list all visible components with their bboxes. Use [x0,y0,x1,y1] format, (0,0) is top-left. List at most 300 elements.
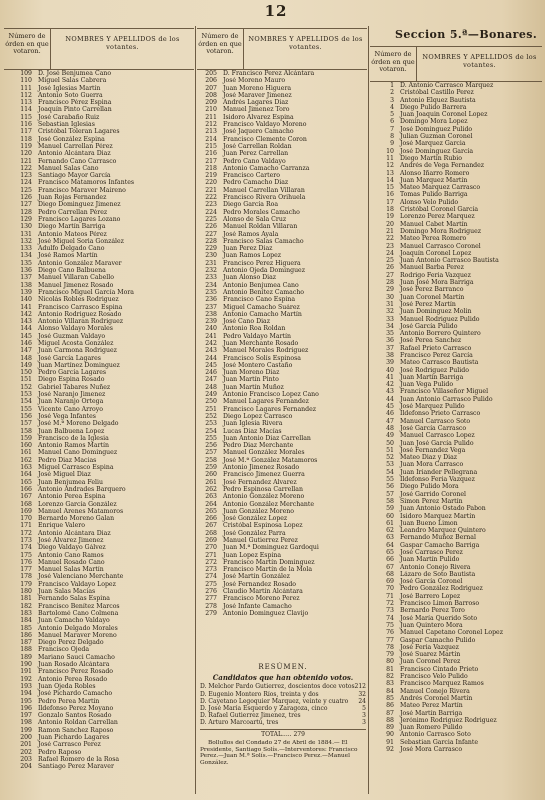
voter-row [370,534,542,541]
voter-name: Antonio Mateos Pérez [38,230,107,238]
voter-row [4,749,194,756]
voter-number: 205 [205,70,217,77]
voter-row [370,352,542,359]
voter-name: Juan González Moreno [223,507,294,515]
voter-number: 113 [20,99,32,107]
header-names: NOMBRES Y APELLIDOS de los votantes. [65,35,180,51]
voter-number: 88 [386,716,394,724]
voter-row [370,184,542,191]
voter-number: 114 [20,106,32,114]
voter-number: 252 [205,412,217,420]
voter-name: Miguel Camacho Suárez [223,303,300,311]
voter-number: 226 [205,223,217,231]
voter-row [197,376,367,383]
voter-row [370,367,542,374]
voter-row [197,362,367,369]
voter-row [197,595,367,602]
voter-name: Santiago Perez Maraver [38,763,114,771]
total-value: 279 [293,730,305,738]
voter-number: 263 [205,493,217,501]
voter-number: 4 [390,103,394,111]
voter-name: Vicente Cano Arroyo [38,405,103,413]
voter-row [370,746,542,753]
voter-name: José García Coronel [400,578,463,586]
voter-number: 90 [386,731,394,739]
voter-name: Antonio Dominguez Clavijo [223,609,309,617]
voter-name: Manuel Carrellan Villaran [223,186,305,194]
voter-number: 279 [205,609,217,617]
voter-row [4,128,194,135]
voter-number: 145 [20,332,32,340]
voter-name: Juan Pichardo Lagares [38,734,110,742]
voter-name: Francisco Matamoros Infantes [38,179,135,187]
voter-row [370,432,542,439]
voter-name: Antonio Camacho Martín [223,310,302,318]
voter-row [370,111,542,118]
voter-row [4,581,194,588]
voter-number: 23 [386,242,394,250]
voter-row [370,301,542,308]
voter-name: Gabriel Tabares Nuñez [38,383,111,391]
voter-number: 267 [205,522,217,530]
voter-number: 237 [205,303,217,311]
candidate-name: D. Rafael Gutierrez Jimenez, tres [200,712,301,720]
voter-name: Manuel Rosado Cano [38,558,105,566]
voter-row [197,194,367,201]
voter-number: 202 [20,748,32,756]
voter-row [197,530,367,537]
voter-row [370,593,542,600]
voter-number: 218 [205,164,217,172]
voter-number: 12 [386,162,394,170]
voter-name: Juan Martínez Dominguez [38,361,120,369]
voter-number: 136 [20,267,32,275]
voter-row [370,542,542,549]
voter-number: 84 [386,687,394,695]
header-names: NOMBRES Y APELLIDOS de los votantes. [422,53,537,69]
voter-name: Antonio Francisco Lopez Cano [223,391,319,399]
voter-number: 250 [205,398,217,406]
voter-number: 92 [386,746,394,754]
voter-name: José Carrasco Perez [38,741,101,749]
voter-row [370,644,542,651]
voter-number: 21 [386,227,394,235]
voter-name: Francisco Martín de la Mola [223,566,313,574]
voter-row [4,566,194,573]
voter-name: Lázaro de Soto Bautista [400,570,476,578]
voter-name: Gonzalo Santos Rosado [38,712,112,720]
voter-name: Miguel Acosta González [38,339,114,347]
voter-name: Isidoro Marquez Martín [400,512,476,520]
voter-row [4,661,194,668]
voter-name: Antonio Ojeda Dominguez [223,267,305,275]
voter-name: José M.ª González Matamoros [223,456,318,464]
voter-number: 221 [205,186,217,194]
voter-number: 37 [386,344,394,352]
voter-row [197,479,367,486]
voter-number: 24 [386,249,394,257]
voter-number: 261 [205,478,217,486]
voter-number: 138 [20,281,32,289]
voter-row [4,231,194,238]
voter-number: 217 [205,157,217,165]
candidate-result [200,698,366,705]
voter-name: Francisco Cano Espina [223,296,296,304]
voter-name: José García Lagares [38,354,101,362]
voter-name: Antonio Camacho Carranza [223,164,310,172]
voter-row [370,651,542,658]
voter-row [370,162,542,169]
voter-name: Juan Quintero Mora [400,621,463,629]
voter-row [370,461,542,468]
voter-number: 246 [205,369,217,377]
voter-name: José Ramos Ayala [223,230,279,238]
voter-name: Julian Guzman Coronel [400,133,473,141]
voter-number: 262 [205,485,217,493]
voter-row [4,727,194,734]
voter-row [370,82,542,89]
voter-row [4,741,194,748]
voter-number: 87 [386,709,394,717]
voter-number: 240 [205,325,217,333]
voter-number: 111 [20,84,32,92]
voter-name: Manuel Salas Martín [38,566,104,574]
voter-name: Manuel Rodriguez Pulido [400,315,480,323]
voter-number: 255 [205,434,217,442]
voter-number: 118 [20,135,32,143]
voter-row [197,391,367,398]
voter-row [197,515,367,522]
voter-name: Diego Cano Balbuena [38,267,106,275]
voter-number: 8 [390,133,394,141]
voter-row [4,712,194,719]
voter-row [370,571,542,578]
voter-number: 34 [386,322,394,330]
voter-name: Fernando Salas Espina [38,595,110,603]
voter-row [197,158,367,165]
voter-row [4,92,194,99]
voter-number: 121 [20,157,32,165]
voter-row [370,286,542,293]
voter-number: 46 [386,410,394,418]
voter-row [4,158,194,165]
voter-name: Diego Espina Rosado [38,376,105,384]
voter-number: 44 [386,395,394,403]
voter-name: José Miguel Soria González [38,237,124,245]
voter-name: Gaspar Camacho Pulido [400,636,476,644]
voter-row [4,114,194,121]
voter-number: 132 [20,237,32,245]
voter-name: Antonio Villaran Rodriguez [38,318,124,326]
voter-name: Antonio Rodriguez Rosado [38,310,122,318]
column-header [4,28,194,70]
voter-row [370,658,542,665]
voter-name: Juan Bueno Limon [400,519,458,527]
summary-block [200,662,366,767]
voter-row [197,274,367,281]
voter-name: Antonio Perea Espina [38,493,106,501]
voter-number: 76 [386,629,394,637]
voter-number: 170 [20,515,32,523]
voter-row [4,552,194,559]
voter-row [4,639,194,646]
voter-number: 149 [20,361,32,369]
voter-name: Manuel Lagares Fernandez [223,398,309,406]
voter-name: Antonio Andrades Barquero [38,485,126,493]
voter-row [4,369,194,376]
voter-name: Mateo Perez Martín [400,702,463,710]
voter-name: Claudio Martín Alcántara [223,588,303,596]
candidate-result [200,683,366,690]
voter-row [370,148,542,155]
voter-number: 5 [390,111,394,119]
voter-row [370,607,542,614]
voter-row [4,201,194,208]
voter-number: 157 [20,420,32,428]
voter-number: 186 [20,631,32,639]
voter-number: 191 [20,668,32,676]
voter-row [370,418,542,425]
voter-row [370,330,542,337]
voter-name: José Barrero Lopez [400,592,461,600]
voter-number: 275 [205,580,217,588]
voter-name: Juan Antonio Carrasco Pulido [400,395,493,403]
voter-name: Alonso Velo Pulido [400,198,459,206]
voter-name: Pedro Raposo [38,748,82,756]
voter-row [197,552,367,559]
voter-name: Diego Valdayo Gálvez [38,544,106,552]
voter-number: 137 [20,274,32,282]
voter-number: 271 [205,551,217,559]
voter-row [197,573,367,580]
voter-row [370,440,542,447]
section-title: Seccion 5.ª—Bonares. [395,28,538,41]
voter-number: 45 [386,403,394,411]
voter-number: 154 [20,398,32,406]
voter-number: 139 [20,288,32,296]
voter-row [4,143,194,150]
voter-number: 127 [20,201,32,209]
voter-name: D. Francisco Perez Alcántara [223,70,315,77]
voter-number: 159 [20,434,32,442]
voter-number: 16 [386,191,394,199]
voter-name: Diego Martín Rubio [400,154,462,162]
voter-row [370,637,542,644]
voter-number: 109 [20,70,32,77]
voter-number: 238 [205,310,217,318]
voter-number: 30 [386,293,394,301]
voter-name: José González Espina [38,135,105,143]
voter-number: 129 [20,215,32,223]
voter-name: Andrés Lagares Diaz [223,99,289,107]
voter-name: Juan Salas Macías [38,588,96,596]
voter-number: 212 [205,121,217,129]
candidate-result [200,719,366,726]
voter-name: Juan Ojeda Robles [38,682,96,690]
voter-row [197,544,367,551]
voter-number: 64 [386,541,394,549]
voter-number: 74 [386,614,394,622]
voter-number: 65 [386,549,394,556]
voter-name: Manuel Conejo Rivera [400,687,470,695]
header-names: NOMBRES Y APELLIDOS de los votantes. [248,35,363,51]
voter-row [370,702,542,709]
voter-name: Francisco Valdayo Lopez [38,580,116,588]
voter-row [4,384,194,391]
voter-number: 62 [386,527,394,535]
voter-name: Simon Perez Martín [400,497,463,505]
voter-row [4,245,194,252]
voter-name: Antonio Conejo Rivera [400,563,471,571]
voter-number: 189 [20,653,32,661]
voter-row [370,476,542,483]
voter-number: 68 [386,570,394,578]
voter-number: 143 [20,318,32,326]
voter-row [4,355,194,362]
voter-row [4,544,194,551]
voter-number: 17 [386,198,394,206]
voter-name: Francisco Martín Dominguez [223,558,315,566]
voter-name: Juan Merchante Rosado [223,339,299,347]
voter-name: Juan Martín Pulido [400,556,460,564]
voter-row [4,136,194,143]
voter-name: Juan Rosado Alcántara [38,661,110,669]
header-number: Número de órden en que votaron. [4,29,51,69]
voter-list [197,70,367,617]
voter-row [370,243,542,250]
voter-name: Pedro González Rodriguez [400,585,483,593]
voter-row [197,457,367,464]
voter-name: Francisco Benítez Marcos [38,602,120,610]
voter-row [4,603,194,610]
voter-number: 209 [205,99,217,107]
voter-row [197,581,367,588]
voter-row [370,228,542,235]
voter-row [4,420,194,427]
voter-number: 80 [386,658,394,666]
voter-number: 268 [205,529,217,537]
voter-name: Diego Perez Delgado [38,639,104,647]
voter-row [370,556,542,563]
voter-number: 120 [20,150,32,158]
voter-number: 254 [205,427,217,435]
voter-row [370,505,542,512]
voter-row [197,610,367,617]
voter-name: Juan Alonso Diaz [223,274,277,282]
voter-number: 162 [20,456,32,464]
voter-name: Francisco Carrasco Espina [38,303,123,311]
voter-name: Antonio Carrasco Soto [400,731,471,739]
voter-number: 144 [20,325,32,333]
voter-name: Manuel Maraver Moreno [38,631,117,639]
voter-row [370,170,542,177]
voter-name: José Valenciano Merchante [38,573,124,581]
voter-row [4,194,194,201]
voter-name: Juan Camacho Valdayo [38,617,110,625]
voter-number: 172 [20,529,32,537]
voter-number: 60 [386,512,394,520]
voter-name: Juan Joaquin Coronel Lopez [400,111,488,119]
voter-name: Bernardo Moreno Galan [38,515,115,523]
voter-row [4,252,194,259]
voter-number: 85 [386,694,394,702]
voter-name: Ildefonso Prieto Carrasco [400,410,481,418]
voter-row [370,447,542,454]
voter-number: 156 [20,412,32,420]
voter-number: 187 [20,639,32,647]
voter-row [4,734,194,741]
candidate-votes: 3 [362,719,366,727]
voter-number: 257 [205,449,217,457]
voter-name: Antonio Cano Ramos [38,551,104,559]
voter-name: Francisco Cartero [223,172,280,180]
voter-name: Mateo Diaz y Diaz [400,454,458,462]
voter-number: 164 [20,471,32,479]
voter-row [197,508,367,515]
column-divider [368,26,369,794]
voter-name: Andrés Coronel Martín [400,694,473,702]
voter-row [197,231,367,238]
voter-row [197,318,367,325]
candidate-name: D. Melchor Pardo Gutierrez, doscientos doce votos [200,683,355,691]
voter-row [4,522,194,529]
voter-name: Manuel Jimenez Toro [223,106,290,114]
voter-name: José Carrellan Roldan [223,142,292,150]
voter-number: 256 [205,442,217,450]
voter-number: 18 [386,206,394,214]
voter-name: Juan Martín Muñoz [223,383,284,391]
voter-name: Juan Benjumea Feliu [38,478,103,486]
voter-row [197,522,367,529]
voter-list [370,82,542,753]
voter-number: 70 [386,585,394,593]
voter-name: Nicolás Robles Rodriguez [38,296,119,304]
voter-number: 53 [386,461,394,469]
voter-name: Bartolomé Cano Colmena [38,609,119,617]
voter-name: Manuel González Morales [223,449,305,457]
voter-name: Manuel Capetano Coronel Lopez [400,629,503,637]
voter-row [370,118,542,125]
voter-row [4,698,194,705]
voter-row [370,483,542,490]
voter-number: 86 [386,702,394,710]
voter-row [197,187,367,194]
voter-row [370,622,542,629]
voter-row [4,70,194,77]
voter-row [4,449,194,456]
voter-row [197,106,367,113]
voter-name: Juan M.ª Dominguez Gardoqui [223,544,319,552]
voter-number: 63 [386,534,394,542]
voter-name: Sebastian Garcia Infante [400,738,479,746]
voter-row [370,316,542,323]
voter-name: Antonio Elquez Bautista [400,96,476,104]
candidate-result [200,691,366,698]
voter-row [4,588,194,595]
voter-row [197,588,367,595]
voters-column-a [4,28,194,771]
voter-number: 210 [205,106,217,114]
voter-row [197,121,367,128]
voter-name: Manuel Villaran Cabello [38,274,114,282]
voter-number: 207 [205,84,217,92]
voter-row [370,673,542,680]
voter-row [370,513,542,520]
voter-row [370,323,542,330]
voter-row [197,245,367,252]
voter-number: 173 [20,537,32,544]
voter-number: 66 [386,556,394,564]
